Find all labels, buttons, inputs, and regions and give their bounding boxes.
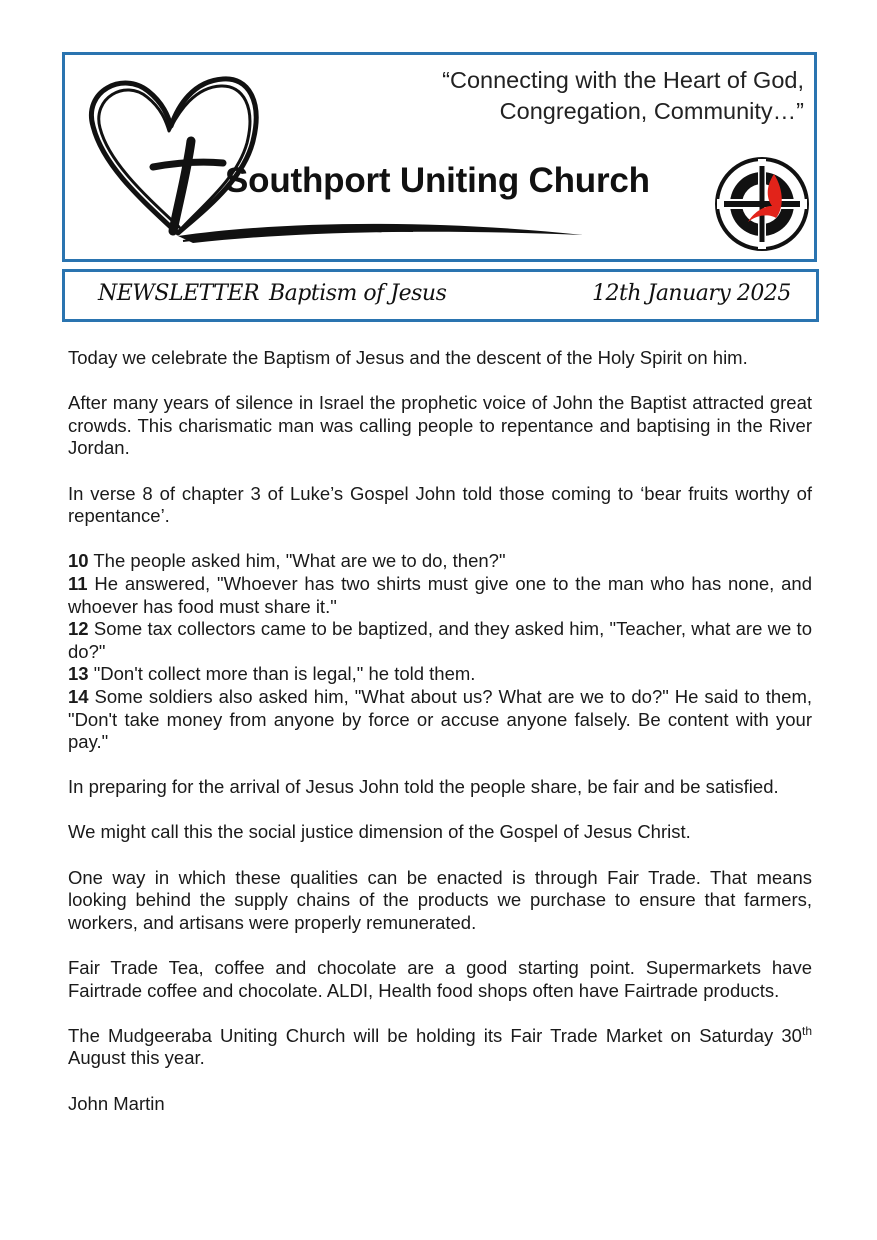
verse-text: Some soldiers also asked him, "What about us? What are we to do?" He said to them, "Don't take money from anyone by force or accuse anyone falsely. Be content with your pay.": [68, 685, 812, 753]
verse-text: The people asked him, "What are we to do, then?": [88, 550, 506, 572]
verse-number: 14: [68, 685, 89, 707]
masthead: [62, 52, 817, 262]
verse: [68, 550, 812, 573]
verse: [68, 618, 812, 663]
verse-number: 11: [68, 572, 88, 594]
tagline-line-1: “Connecting with the Heart of God,: [442, 67, 804, 93]
paragraph: Fair Trade Tea, coffee and chocolate are a good starting point. Supermarkets have Fairtrade coffee and chocolate. ALDI, Health food shops often have Fairtrade products.: [68, 957, 812, 1001]
tagline-line-2: Congregation, Community…”: [499, 98, 804, 124]
newsletter-theme: Baptism of Jesus: [269, 281, 447, 306]
verse-number: 12: [68, 618, 89, 640]
verse-number: 10: [68, 550, 89, 572]
paragraph: One way in which these qualities can be enacted is through Fair Trade. That means looking behind the supply chains of the products we purchase to ensure that farmers, workers, and artisans were properly remunerated.: [68, 866, 812, 933]
article-body: [68, 347, 812, 1138]
paragraph: We might call this the social justice dimension of the Gospel of Jesus Christ.: [68, 821, 691, 843]
market-text: The Mudgeeraba Uniting Church will be holding its Fair Trade Market on Saturday 30: [68, 1024, 802, 1046]
market-text-end: August this year.: [68, 1047, 205, 1069]
ordinal-suffix: th: [801, 1023, 812, 1038]
church-name: Southport Uniting Church: [225, 161, 650, 200]
paragraph: In preparing for the arrival of Jesus John told the people share, be fair and be satisfied.: [68, 776, 779, 798]
verse-text: Some tax collectors came to be baptized, and they asked him, "Teacher, what are we to do?": [68, 618, 812, 662]
paragraph: After many years of silence in Israel the prophetic voice of John the Baptist attracted great crowds. This charismatic man was calling people to repentance and baptising in the River Jordan.: [68, 392, 812, 459]
verse: [68, 663, 812, 686]
signature: John Martin: [68, 1092, 165, 1114]
verse-number: 13: [68, 663, 89, 685]
newsletter-label: NEWSLETTER: [98, 281, 260, 306]
verse: [68, 573, 812, 618]
verse: [68, 686, 812, 754]
uniting-church-logo: [714, 156, 810, 252]
newsletter-date: 12th January 2025: [592, 281, 791, 306]
paragraph: [68, 1025, 812, 1070]
paragraph: In verse 8 of chapter 3 of Luke’s Gospel John told those coming to ‘bear fruits worthy of repentance’.: [68, 482, 812, 527]
paragraph: Today we celebrate the Baptism of Jesus and the descent of the Holy Spirit on him.: [68, 347, 748, 368]
verse-text: He answered, "Whoever has two shirts must give one to the man who has none, and whoever has food must share it.": [68, 572, 812, 617]
verse-text: "Don't collect more than is legal," he told them.: [88, 663, 476, 685]
newsletter-banner: [62, 269, 819, 322]
